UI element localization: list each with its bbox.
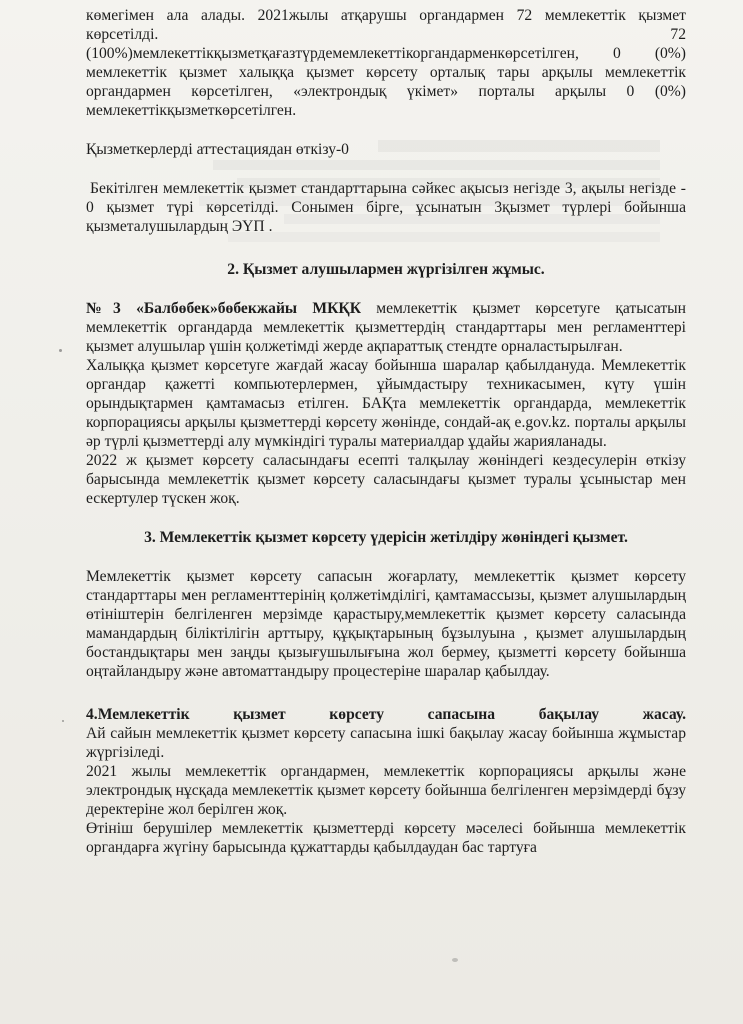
section-4-paragraph-1: Ай сайын мемлекеттік қызмет көрсету сапасына ішкі бақылау жасау бойынша жұмыстар жүргізіледі. xyxy=(86,725,686,761)
section-3-heading: 3. Мемлекеттік қызмет көрсету үдерісін жетілдіру жөніндегі қызмет. xyxy=(144,529,628,546)
section-2-paragraph-1 xyxy=(86,299,686,356)
section-4-paragraph-2: 2021 жылы мемлекеттік органдармен, мемлекеттік корпорациясы арқылы және электрондық нұсқада мемлекеттік қызмет көрсету бойынша белгіленген мерзімдерді бұзу деректеріне жол берілген жоқ. xyxy=(86,763,686,818)
section-2-heading: 2. Қызмет алушылармен жүргізілген жұмыс. xyxy=(227,261,545,278)
section-4-paragraph-3: Өтініш берушілер мемлекеттік қызметтерді көрсету мәселесі бойынша мемлекеттік органдарға жүгіну барысында құжаттарды қабылдаудан бас тартуға xyxy=(86,820,686,856)
attestation-line: Қызметкерлерді аттестациядан өткізу-0 xyxy=(86,141,349,158)
section-4-heading: 4.Мемлекеттік қызмет көрсету сапасына бақылау жасау. xyxy=(86,706,686,723)
section-2-paragraph-1-text: мемлекеттік қызмет көрсетуге қатысатын мемлекеттік органдарда мемлекеттік қызметтердің стандарттары мен регламенттері қызмет алушылар үшін қолжетімді жерде ақпараттық стендте орналастырылған. xyxy=(86,300,686,355)
scan-speck xyxy=(62,720,64,722)
section-2-paragraph-3: 2022 ж қызмет көрсету саласындағы есепті талқылау жөніндегі кездесулерін өткізу барысында мемлекеттік қызмет көрсету саласындағы қызмет туралы ұсыныстар мен ескертулер түскен жоқ. xyxy=(86,452,686,507)
intro-line-2: көрсетілді. xyxy=(86,26,159,43)
section-2-paragraph-2: Халыққа қызмет көрсетуге жағдай жасау бойынша шаралар қабылдануда. Мемлекеттік органдар қажетті компьютерлермен, ұйымдастыру техникасымен, күту үшін орындықтармен қамтамасыз етілген. БАҚта мемлекеттік органдарда, мемлекеттік корпорациясы арқылы қызметтерді көрсету жөнінде, сондай-ақ e.gov.kz. порталы арқылы әр түрлі қызметтерді алу мүмкіндігі туралы материалдар ұдайы жарияланады. xyxy=(86,357,686,450)
scan-speck xyxy=(452,958,458,962)
section-3-paragraph-1: Мемлекеттік қызмет көрсету сапасын жоғарлату, мемлекеттік қызмет көрсету стандарттары мен регламенттерінің қолжетімділігі, қамтамассызы, қызмет алушылардың өтініштерін белгіленген мерзімде қарастыру,мемлекеттік қызмет көрсету саласында мамандардың біліктілігін арттыру, құқықтарының бұзылуына , қызмет алушылардың бостандықтары мен заңды қызығушылығына жол бермеу, қызметті көрсету бойынша оңтайландыру және автоматтандыру процестеріне шаралар қабылдау. xyxy=(86,568,686,680)
intro-line-number: 72 xyxy=(670,26,686,43)
intro-line-1: көмегімен ала алады. 2021жылы атқарушы органдармен 72 мемлекеттік қызмет xyxy=(86,7,686,24)
document-body xyxy=(86,6,686,857)
scan-speck xyxy=(59,349,62,352)
standards-paragraph: Бекітілген мемлекеттік қызмет стандарттарына сәйкес ақысыз негізде 3, ақылы негізде - 0 қызмет түрі көрсетілді. Сонымен бірге, ұсынатын 3қызмет түрлері бойынша қызметалушылардың ЭҮП . xyxy=(86,180,686,235)
organization-name: №3 «Балбөбек»бөбекжайы МКҚК xyxy=(86,300,361,317)
services-distribution-paragraph: (100%)мемлекеттікқызметқағазтүрдемемлекеттікоргандарменкөрсетілген, 0 (0%) мемлекеттік қызмет халыққа қызмет көрсету орталық тары арқылы мемлекеттік органдармен көрсетілген, «электрондық үкімет» порталы арқылы 0 (0%) мемлекеттікқызметкөрсетілген. xyxy=(86,45,686,119)
